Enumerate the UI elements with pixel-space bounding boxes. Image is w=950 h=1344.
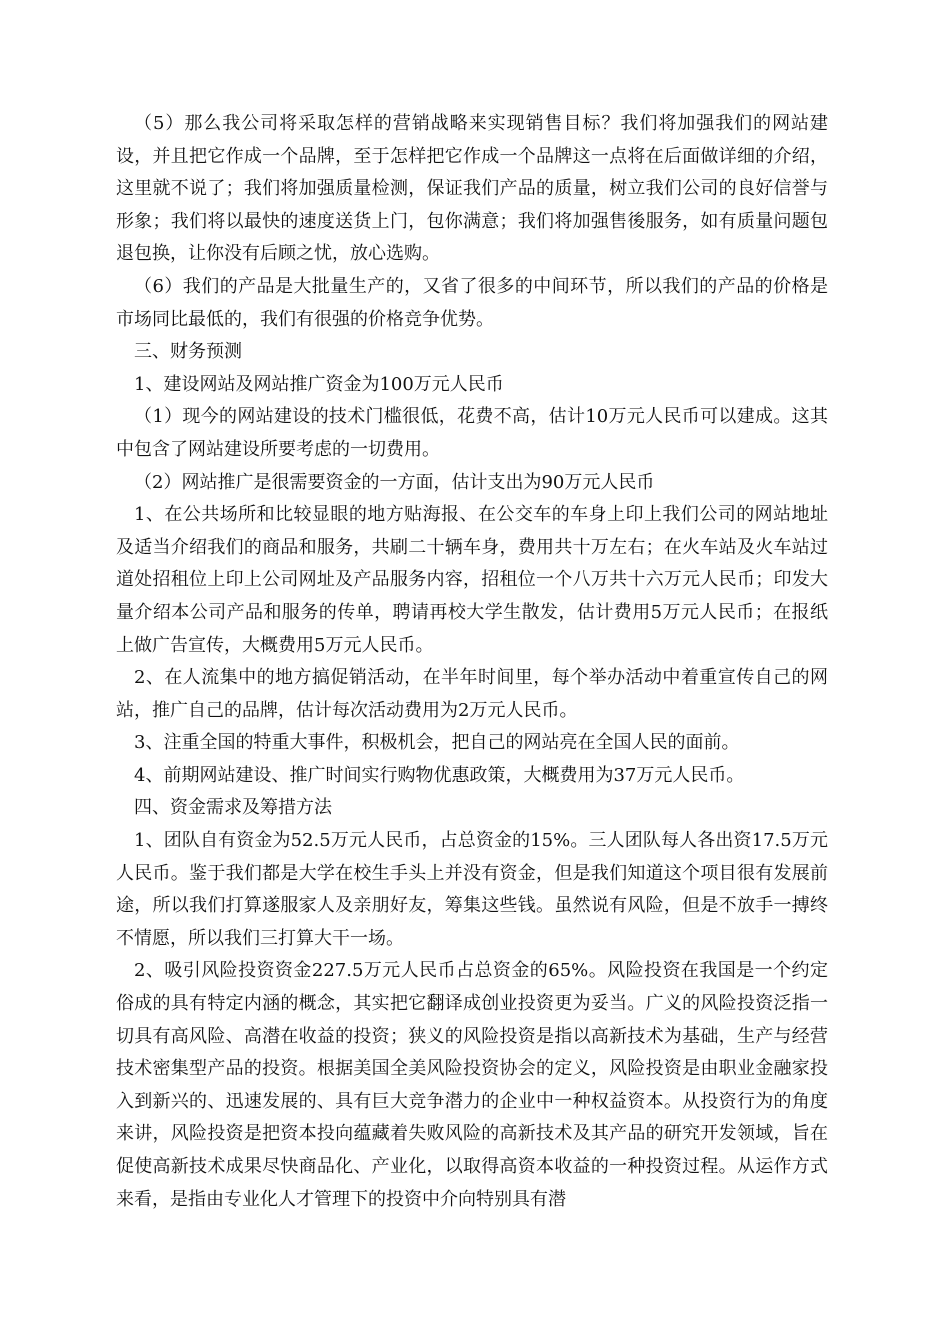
paragraph-purchase-discount: 4、前期网站建设、推广时间实行购物优惠政策，大概费用为37万元人民币。 — [134, 764, 745, 786]
paragraph-website-promotion: （2）网站推广是很需要资金的一方面，估计支出为90万元人民币 — [134, 471, 655, 493]
heading-funding-needs: 四、资金需求及筹措方法 — [134, 797, 332, 819]
paragraph-venture-capital: 2、吸引风险投资资金227.5万元人民币占总资金的65%。风险投资在我国是一个约定俗成的具有特定内涵的概念，其实把它翻译成创业投资更为妥当。广义的风险投资泛指一切具有高风险、高潜在收益的投资；狭义的风险投资是指以高新技术为基础，生产与经营技术密集型产品的投资。根据美国全美风险投资协会的定义，风险投资是由职业金融家投入到新兴的、迅速发展的、具有巨大竞争潜力的企业中一种权益资本。从投资行为的角度来讲，风险投资是把资本投向蕴藏着失败风险的高新技术及其产品的研究开发领域，旨在促使高新技术成果尽快商品化、产业化，以取得高资本收益的一种投资过程。从运作方式来看，是指由专业化人才管理下的投资中介向特别具有潜 — [116, 960, 828, 1210]
paragraph-website-funding: 1、建设网站及网站推广资金为100万元人民币 — [134, 373, 504, 395]
paragraph-major-events: 3、注重全国的特重大事件，积极机会，把自己的网站亮在全国人民的面前。 — [134, 732, 740, 754]
paragraph-advertising: 1、在公共场所和比较显眼的地方贴海报、在公交车的车身上印上我们公司的网站地址及适当介绍我们的商品和服务，共刷二十辆车身，费用共十万左右；在火车站及火车站过道处招租位上印上公司网址及产品服务内容，招租位一个八万共十六万元人民币；印发大量介绍本公司产品和服务的传单，聘请再校大学生散发，估计费用5万元人民币；在报纸上做广告宣传，大概费用5万元人民币。 — [116, 504, 828, 656]
document-body — [116, 108, 828, 1216]
paragraph-price-advantage: （6）我们的产品是大批量生产的，又省了很多的中间环节，所以我们的产品的价格是市场同比最低的，我们有很强的价格竞争优势。 — [116, 275, 828, 330]
heading-financial-forecast: 三、财务预测 — [134, 341, 242, 363]
paragraph-team-funds: 1、团队自有资金为52.5万元人民币，占总资金的15%。三人团队每人各出资17.5万元人民币。鉴于我们都是大学在校生手头上并没有资金，但是我们知道这个项目很有发展前途，所以我们打算遂服家人及亲朋好友，筹集这些钱。虽然说有风险，但是不放手一搏终不情愿，所以我们三打算大干一场。 — [116, 830, 828, 949]
paragraph-website-construction: （1）现今的网站建设的技术门槛很低，花费不高，估计10万元人民币可以建成。这其中包含了网站建设所要考虑的一切费用。 — [116, 406, 828, 460]
paragraph-promotional-events: 2、在人流集中的地方搞促销活动，在半年时间里，每个举办活动中着重宣传自己的网站，推广自己的品牌，估计每次活动费用为2万元人民币。 — [116, 667, 828, 721]
paragraph-marketing-strategy: （5）那么我公司将采取怎样的营销战略来实现销售目标？我们将加强我们的网站建设，并且把它作成一个品牌，至于怎样把它作成一个品牌这一点将在后面做详细的介绍，这里就不说了；我们将加强质量检测，保证我们产品的质量，树立我们公司的良好信誉与形象；我们将以最快的速度送货上门，包你满意；我们将加强售後服务，如有质量问题包退包换，让你没有后顾之忧，放心选购。 — [116, 113, 828, 265]
